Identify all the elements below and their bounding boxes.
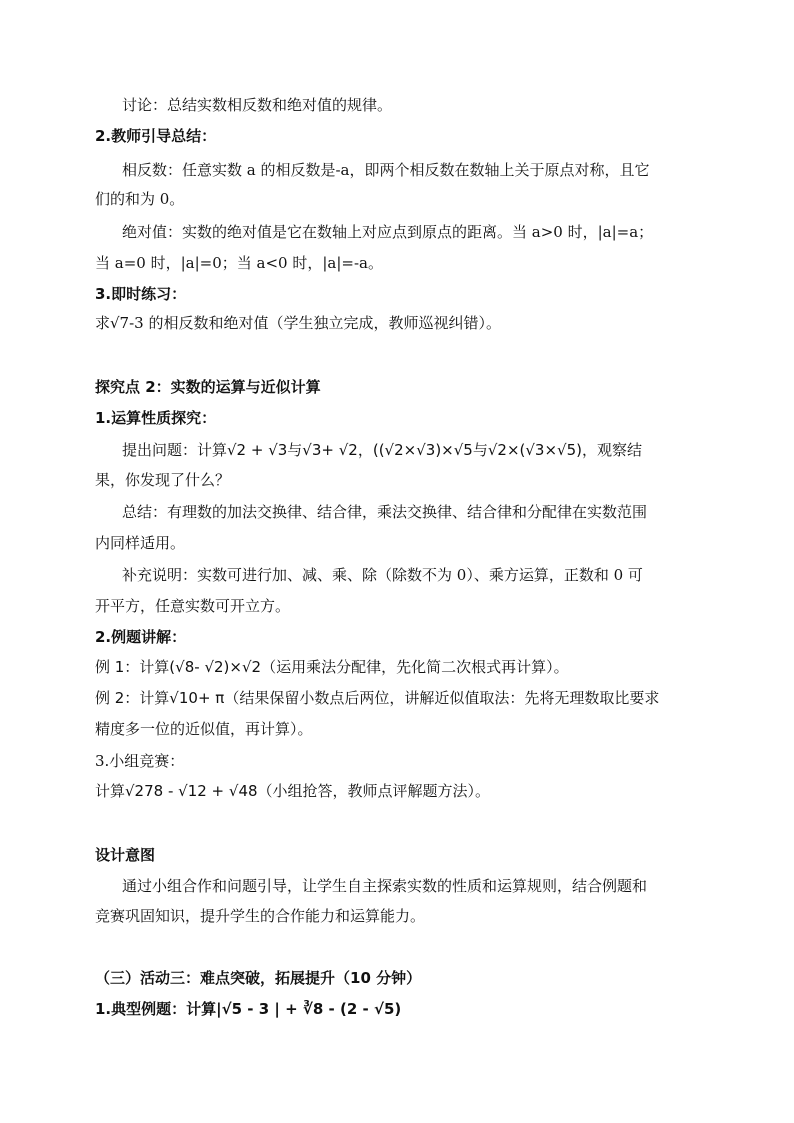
typical-example: 1.典型例题：计算|√5 - 3 | + ∛8 - (2 - √5) — [95, 1000, 402, 1018]
teacher-summary-heading: 2.教师引导总结： — [95, 127, 217, 145]
design-intent-text: 通过小组合作和问题引导，让学生自主探索实数的性质和运算规则，结合例题和 — [122, 877, 648, 895]
question-text: 提出问题：计算√2 + √3与√3+ √2，((√2×√3)×√5与√2×(√3×√5)，观察结 — [122, 441, 642, 459]
activity-3-heading: （三）活动三：难点突破，拓展提升（10 分钟） — [95, 969, 422, 987]
example-heading: 2.例题讲解： — [95, 628, 187, 646]
inquiry-point-2-heading: 探究点 2：实数的运算与近似计算 — [95, 378, 321, 396]
example-1: 例 1：计算(√8- √2)×√2（运用乘法分配律，先化简二次根式再计算）。 — [95, 658, 569, 676]
absolute-value-text: 绝对值：实数的绝对值是它在数轴上对应点到原点的距离。当 a>0 时，|a|=a； — [122, 223, 654, 241]
supplement-text-cont: 开平方，任意实数可开立方。 — [95, 597, 291, 615]
example-2-cont: 精度多一位的近似值，再计算）。 — [95, 720, 313, 738]
design-intent-heading: 设计意图 — [95, 846, 156, 864]
supplement-text: 补充说明：实数可进行加、减、乘、除（除数不为 0）、乘方运算，正数和 0 可 — [122, 566, 643, 584]
summary-text: 总结：有理数的加法交换律、结合律，乘法交换律、结合律和分配律在实数范围 — [122, 503, 648, 521]
question-text-cont: 果，你发现了什么？ — [95, 471, 231, 489]
example-2: 例 2：计算√10+ π（结果保留小数点后两位，讲解近似值取法：先将无理数取比要求 — [95, 689, 660, 707]
opposite-number-text-cont: 们的和为 0。 — [95, 190, 185, 208]
opposite-number-text: 相反数：任意实数 a 的相反数是-a，即两个相反数在数轴上关于原点对称，且它 — [122, 161, 650, 179]
absolute-value-text-cont: 当 a=0 时，|a|=0；当 a<0 时，|a|=-a。 — [95, 254, 383, 272]
summary-text-cont: 内同样适用。 — [95, 534, 186, 552]
instant-practice-heading: 3.即时练习： — [95, 285, 187, 303]
group-contest-heading: 3.小组竞赛： — [95, 752, 185, 770]
group-contest-text: 计算√278 - √12 + √48（小组抢答，教师点评解题方法）。 — [95, 782, 491, 800]
operation-properties-heading: 1.运算性质探究： — [95, 409, 217, 427]
discussion-line: 讨论：总结实数相反数和绝对值的规律。 — [122, 96, 393, 114]
instant-practice-text: 求√7-3 的相反数和绝对值（学生独立完成，教师巡视纠错）。 — [95, 314, 501, 332]
design-intent-text-cont: 竞赛巩固知识，提升学生的合作能力和运算能力。 — [95, 907, 426, 925]
